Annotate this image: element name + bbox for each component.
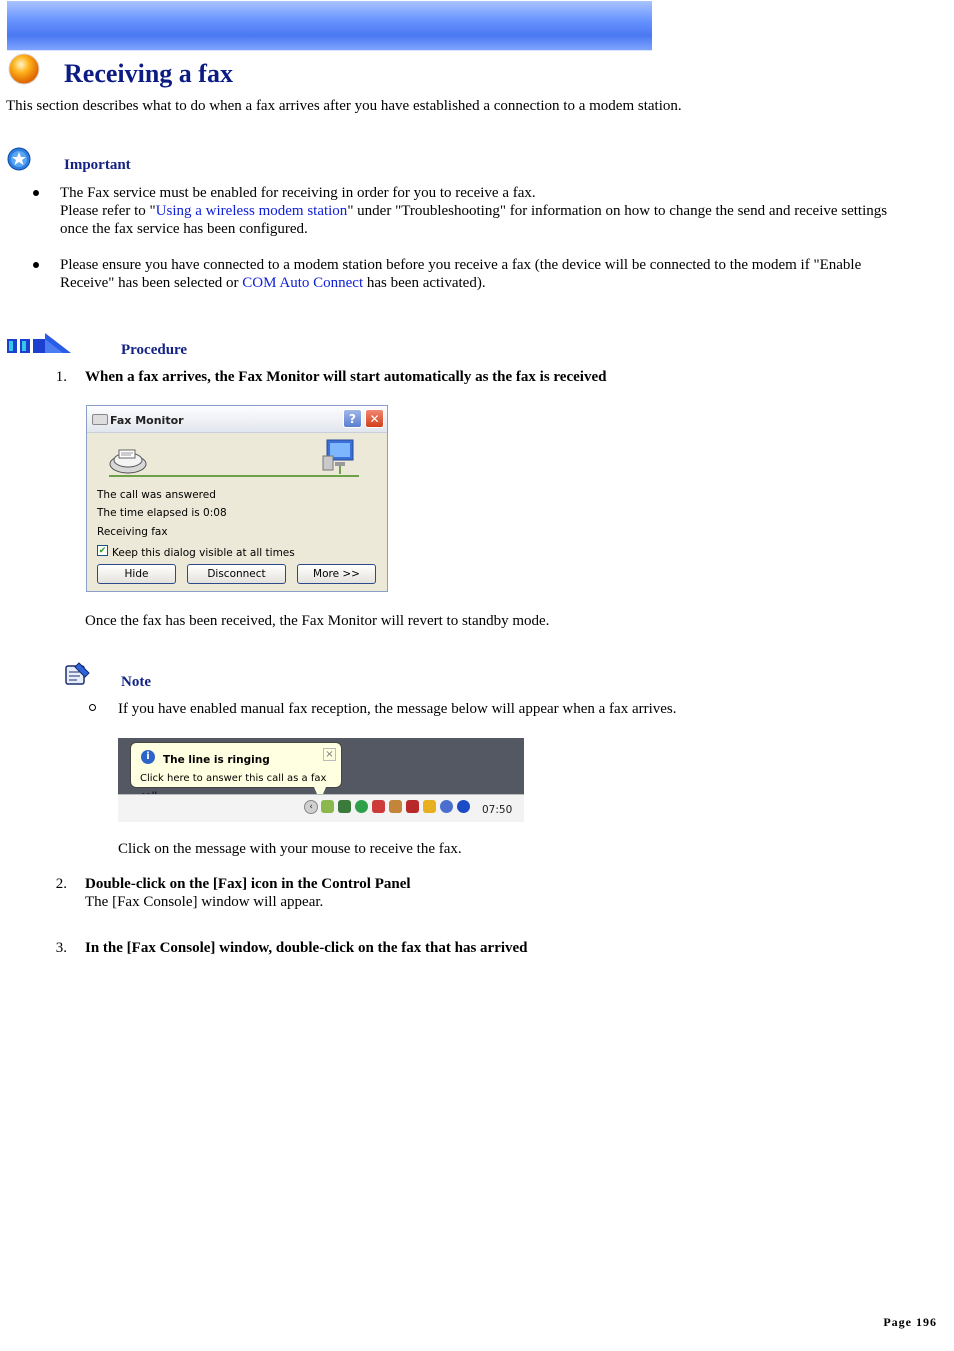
page-title: Receiving a fax	[64, 59, 233, 88]
balloon-text: Click here to answer this call as a fax	[140, 773, 327, 784]
disconnect-button[interactable]: Disconnect	[187, 564, 286, 584]
step-1-title: When a fax arrives, the Fax Monitor will start automatically as the fax is received	[85, 369, 607, 385]
help-button[interactable]: ?	[343, 409, 362, 428]
tray-clock[interactable]: 07:50	[482, 804, 513, 816]
more-button[interactable]: More >>	[297, 564, 376, 584]
step-2-desc: The [Fax Console] window will appear.	[85, 894, 324, 910]
step-number: 3.	[55, 940, 67, 956]
bluetooth-tray-icon[interactable]	[457, 800, 470, 813]
keep-visible-checkbox[interactable]: ✔	[98, 546, 107, 556]
disconnect-tray-icon[interactable]	[372, 800, 385, 813]
text: Receive" has been selected or	[60, 275, 243, 291]
balloon-notification[interactable]	[130, 742, 342, 788]
note-label: Note	[121, 674, 151, 690]
close-button[interactable]: ✕	[365, 409, 384, 428]
step-number: 2.	[55, 876, 67, 892]
shield-tray-icon[interactable]	[423, 800, 436, 813]
search-tray-icon[interactable]	[440, 800, 453, 813]
text: has been activated).	[363, 275, 486, 291]
header-banner	[7, 1, 652, 51]
important-label: Important	[64, 157, 131, 173]
tray-balloon-screenshot	[118, 738, 524, 822]
circle-bullet	[89, 704, 96, 711]
show-hidden-icons-button[interactable]: ‹	[304, 800, 318, 814]
orange-ball-icon	[8, 53, 40, 90]
important-item-1-line2	[60, 202, 950, 220]
important-item-2-line2	[60, 274, 950, 292]
fax-tray-icon[interactable]	[321, 800, 334, 813]
balloon-title: The line is ringing	[163, 754, 270, 766]
page-number: Page 196	[883, 1315, 937, 1329]
wireless-modem-link[interactable]: Using a wireless modem station	[155, 203, 348, 219]
status-elapsed: The time elapsed is 0:08	[97, 507, 227, 519]
fax-monitor-title: Fax Monitor	[110, 414, 184, 427]
antivirus-tray-icon[interactable]	[355, 800, 368, 813]
step-number: 1.	[55, 369, 67, 385]
fax-machine-icon	[107, 444, 149, 484]
procedure-arrow-icon	[7, 329, 71, 362]
users-tray-icon[interactable]	[389, 800, 402, 813]
important-item-2-line1: Please ensure you have connected to a modem station before you receive a fax (the device will be connected to the modem if "Enable	[60, 257, 862, 273]
text: " under "Troubleshooting" for information on how to change the send and receive settings	[347, 203, 888, 219]
status-receiving: Receiving fax	[97, 526, 168, 538]
step-2-title: Double-click on the [Fax] icon in the Control Panel	[85, 876, 411, 892]
text: Please refer to "	[60, 203, 156, 219]
status-answered: The call was answered	[97, 489, 216, 501]
com-auto-connect-link[interactable]: COM Auto Connect	[242, 275, 364, 291]
important-icon	[7, 147, 31, 176]
info-icon: i	[141, 750, 155, 764]
step-3-title: In the [Fax Console] window, double-click on the fax that has arrived	[85, 940, 528, 956]
balloon-close-button[interactable]: ×	[323, 748, 336, 761]
alert-tray-icon[interactable]	[406, 800, 419, 813]
important-item-1-line3: once the fax service has been configured.	[60, 221, 308, 237]
note-icon	[63, 660, 91, 693]
fax-monitor-titlebar	[87, 406, 387, 433]
bullet	[33, 262, 39, 268]
after-monitor-text: Once the fax has been received, the Fax Monitor will revert to standby mode.	[85, 613, 550, 629]
hide-button[interactable]: Hide	[97, 564, 176, 584]
fax-monitor-window	[86, 405, 388, 592]
note-item: If you have enabled manual fax reception, the message below will appear when a fax arrives.	[118, 701, 677, 717]
intro-text: This section describes what to do when a fax arrives after you have established a connection to a modem station.	[6, 98, 682, 114]
important-item-1	[60, 184, 950, 238]
procedure-label: Procedure	[121, 342, 188, 358]
connection-line	[109, 475, 359, 477]
keep-visible-label[interactable]: Keep this dialog visible at all times	[112, 547, 295, 559]
important-item-1-line1: The Fax service must be enabled for receiving in order for you to receive a fax.	[60, 185, 536, 201]
note-after-text: Click on the message with your mouse to receive the fax.	[118, 841, 462, 857]
important-item-2	[60, 256, 950, 292]
network-tray-icon[interactable]	[338, 800, 351, 813]
fax-icon	[92, 414, 108, 425]
bullet	[33, 190, 39, 196]
